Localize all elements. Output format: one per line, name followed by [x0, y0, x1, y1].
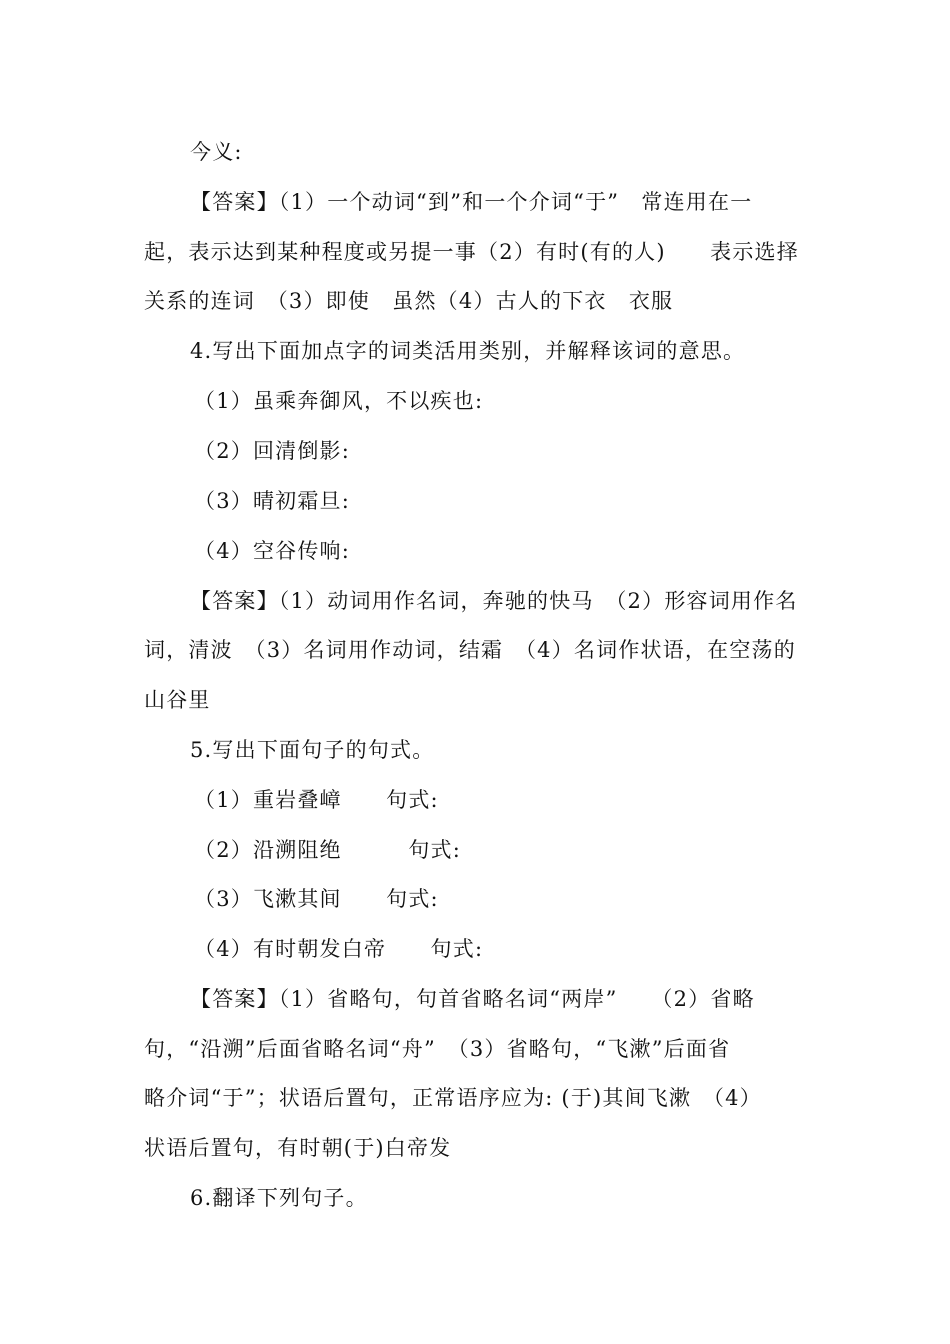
- question-4-item-2: （2）回清倒影:: [194, 439, 351, 463]
- question-5-item-3: （3）飞漱其间 句式:: [194, 887, 439, 911]
- question-4-item-3: （3）晴初霜旦:: [194, 489, 351, 513]
- answer-4-line-1: 【答案】（1）动词用作名词，奔驰的快马 （2）形容词用作名: [190, 589, 798, 613]
- answer-5-line-3: 略介词“于”；状语后置句，正常语序应为: (于)其间飞漱 （4）: [144, 1086, 762, 1110]
- answer-line-3: 关系的连词 （3）即使 虽然（4）古人的下衣 衣服: [144, 289, 674, 313]
- text-line-modern-meaning: 今义:: [190, 140, 243, 164]
- answer-4-line-2: 词，清波 （3）名词用作动词，结霜 （4）名词作状语，在空荡的: [144, 638, 796, 662]
- answer-line-2: 起，表示达到某种程度或另提一事（2）有时(有的人) 表示选择: [144, 240, 799, 264]
- question-5-item-2: （2）沿溯阻绝 句式:: [194, 838, 462, 862]
- answer-5-line-4: 状语后置句，有时朝(于)白帝发: [144, 1136, 452, 1160]
- question-5-item-4: （4）有时朝发白帝 句式:: [194, 937, 484, 961]
- question-5-heading: 5.写出下面句子的句式。: [190, 738, 435, 762]
- answer-5-line-2: 句，“沿溯”后面省略名词“舟” （3）省略句，“飞漱”后面省: [144, 1037, 731, 1061]
- question-4-item-4: （4）空谷传响:: [194, 539, 351, 563]
- question-5-item-1: （1）重岩叠嶂 句式:: [194, 788, 439, 812]
- question-6-heading: 6.翻译下列句子。: [190, 1186, 368, 1210]
- question-4-heading: 4.写出下面加点字的词类活用类别，并解释该词的意思。: [190, 339, 746, 363]
- answer-5-line-1: 【答案】（1）省略句，句首省略名词“两岸” （2）省略: [190, 987, 755, 1011]
- question-4-item-1: （1）虽乘奔御风，不以疾也:: [194, 389, 484, 413]
- answer-4-line-3: 山谷里: [144, 688, 211, 712]
- answer-line-1: 【答案】（1）一个动词“到”和一个介词“于” 常连用在一: [190, 190, 753, 214]
